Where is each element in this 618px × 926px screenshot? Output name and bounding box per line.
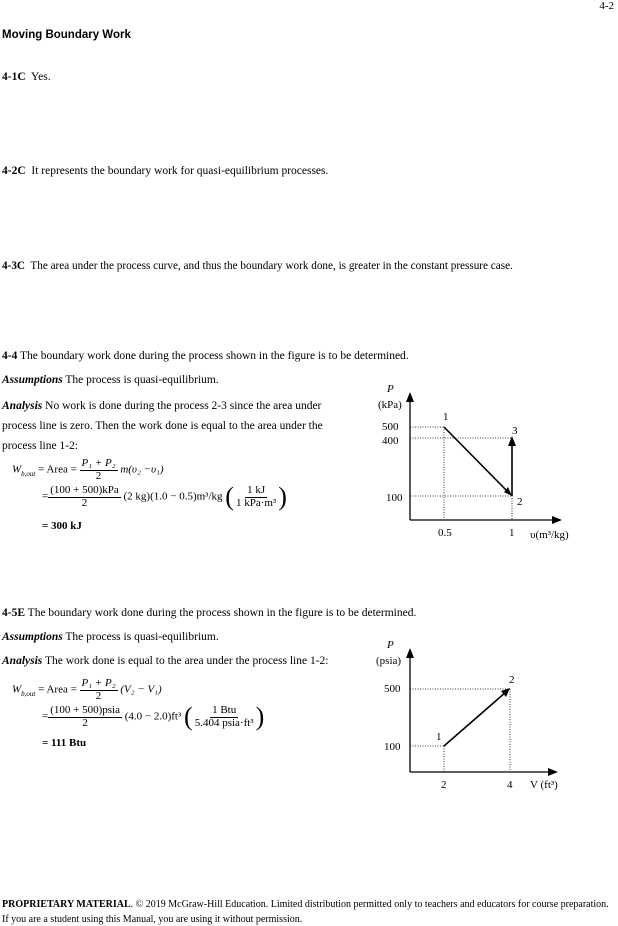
- assumptions-label: Assumptions: [2, 631, 63, 643]
- point-label: 1: [443, 411, 449, 423]
- left-paren: (: [225, 482, 234, 511]
- footer-copyright: . © 2019 McGraw-Hill Education. Limited distribution permitted only to teachers and educators for course preparation.: [130, 899, 609, 910]
- answer-text: The area under the process curve, and thus the boundary work done, is greater in the constant pressure case.: [30, 260, 513, 272]
- pv-diagram-4-4: [370, 380, 600, 545]
- x-axis-arrow: [552, 516, 562, 524]
- equation-4-4-line2: = $\frac{\text{(100 + 500)kPa}}{2}$ (2 kg)(1.0 − 0.5)m³/kg ( $\frac{1 kJ}{\text{1 kPa·m³}}$ ): [42, 482, 287, 511]
- equation-4-5e-line2: = $\frac{\text{(100 + 500)psia}}{2}$ (4.0 − 2.0)ft³ ( $\frac{\text{1 Btu}}{\text{5.404 psia·ft³}}$ ): [42, 702, 265, 731]
- assumptions-label: Assumptions: [2, 374, 63, 386]
- numerator: P₁ + P₂: [81, 677, 116, 689]
- y-axis-arrow: [406, 392, 414, 402]
- statement-text: The boundary work done during the process shown in the figure is to be determined.: [20, 350, 409, 362]
- y-tick-label: 500: [384, 683, 401, 695]
- fraction: [80, 458, 118, 482]
- numerator: (100 + 500)kPa: [50, 483, 119, 496]
- analysis-label: Analysis: [2, 400, 43, 412]
- y-tick-label: 400: [382, 435, 399, 447]
- point-label: 2: [509, 674, 515, 686]
- process-line-1-2: [444, 692, 506, 746]
- equation-4-5e-line1: [12, 678, 162, 702]
- work-subscript: b,out: [21, 469, 36, 478]
- denominator: 2: [95, 689, 102, 702]
- x-tick-label: 2: [441, 779, 447, 791]
- fraction: [48, 485, 121, 509]
- problem-4-4-statement: [2, 350, 409, 362]
- y-axis-label: P: [387, 383, 394, 395]
- problem-4-1c: [2, 71, 51, 83]
- problem-id: 4-5E: [2, 607, 25, 619]
- answer-text: It represents the boundary work for quasi-equilibrium processes.: [31, 165, 329, 177]
- numerator: (100 + 500)psia: [50, 703, 120, 716]
- problem-id: 4-3C: [2, 260, 25, 272]
- fraction: [193, 705, 256, 729]
- right-paren: ): [278, 482, 287, 511]
- x-axis-label: υ(m³/kg): [530, 529, 569, 541]
- x-axis-arrow: [548, 768, 558, 776]
- section-title: Moving Boundary Work: [2, 29, 131, 41]
- denominator: 2: [95, 469, 102, 482]
- equation-4-4-result: = 300 kJ: [42, 520, 82, 532]
- y-tick-label: 100: [384, 741, 401, 753]
- assumptions-text: The process is quasi-equilibrium.: [65, 374, 219, 386]
- expression-tail: (4.0 − 2.0)ft³: [124, 710, 182, 723]
- problem-4-2c: [2, 165, 328, 177]
- y-axis-unit: (kPa): [378, 399, 402, 411]
- analysis-line: No work is done during the process 2-3 since the area under: [45, 400, 322, 412]
- left-paren: (: [184, 702, 193, 731]
- work-subscript: b,out: [21, 689, 36, 698]
- answer-text: Yes.: [30, 71, 51, 83]
- denominator: 2: [81, 496, 88, 509]
- y-axis-arrow: [406, 648, 414, 658]
- point-label: 2: [517, 496, 523, 508]
- fraction: [80, 678, 118, 702]
- expression-tail: (V₂ − V₁): [120, 683, 162, 696]
- problem-id: 4-2C: [2, 165, 26, 177]
- pv-diagram-4-5e: [370, 636, 600, 796]
- numerator: P₁ + P₂: [81, 457, 116, 469]
- fraction: [234, 485, 278, 509]
- fraction: [48, 705, 122, 729]
- y-tick-label: 100: [386, 492, 403, 504]
- y-tick-label: 500: [382, 421, 399, 433]
- footer-proprietary: PROPRIETARY MATERIAL: [2, 899, 131, 910]
- equation-4-5e-result: = 111 Btu: [42, 737, 87, 749]
- problem-4-4-analysis: [2, 396, 323, 456]
- work-symbol: W: [12, 683, 22, 696]
- denominator: 2: [82, 716, 88, 729]
- equation-4-4-line1: [12, 458, 164, 482]
- analysis-label: Analysis: [2, 655, 43, 667]
- y-axis-unit: (psia): [376, 655, 402, 667]
- point-label: 3: [512, 425, 518, 437]
- area-label: = Area =: [38, 683, 77, 696]
- analysis-line: process line 1-2:: [2, 440, 79, 452]
- point-label: 1: [436, 731, 442, 743]
- problem-id: 4-1C: [2, 71, 26, 83]
- process-line-1-2: [444, 427, 509, 493]
- footer-line-2: If you are a student using this Manual, you are using it without permission.: [2, 914, 303, 925]
- assumptions-text: The process is quasi-equilibrium.: [65, 631, 219, 643]
- problem-4-5e-assumptions: [2, 631, 219, 643]
- expression-tail: (2 kg)(1.0 − 0.5)m³/kg: [123, 490, 223, 503]
- page-number: 4-2: [599, 0, 614, 12]
- statement-text: The boundary work done during the process shown in the figure is to be determined.: [27, 607, 417, 619]
- numerator: 1 kJ: [247, 483, 266, 496]
- analysis-line: process line is zero. Then the work done is equal to the area under the: [2, 420, 323, 432]
- problem-4-4-assumptions: [2, 374, 219, 386]
- analysis-text: The work done is equal to the area under the process line 1-2:: [44, 655, 329, 667]
- footer-line-1: [2, 899, 609, 910]
- problem-id: 4-4: [2, 350, 18, 362]
- process-arrow: [508, 436, 516, 446]
- x-tick-label: 1: [509, 527, 515, 539]
- area-label: = Area =: [38, 463, 77, 476]
- y-axis-label: P: [387, 639, 394, 651]
- x-tick-label: 0.5: [438, 527, 452, 539]
- problem-4-5e-statement: [2, 607, 416, 619]
- problem-4-3c: [2, 260, 513, 272]
- x-tick-label: 4: [507, 779, 513, 791]
- problem-4-5e-analysis: [2, 655, 329, 667]
- denominator: 1 kPa·m³: [235, 496, 277, 509]
- right-paren: ): [255, 702, 265, 731]
- numerator: 1 Btu: [212, 703, 237, 716]
- expression-tail: m(υ₂ −υ₁): [120, 463, 164, 476]
- work-symbol: W: [12, 463, 22, 476]
- x-axis-label: V (ft³): [530, 779, 558, 791]
- denominator: 5.404 psia·ft³: [194, 716, 254, 729]
